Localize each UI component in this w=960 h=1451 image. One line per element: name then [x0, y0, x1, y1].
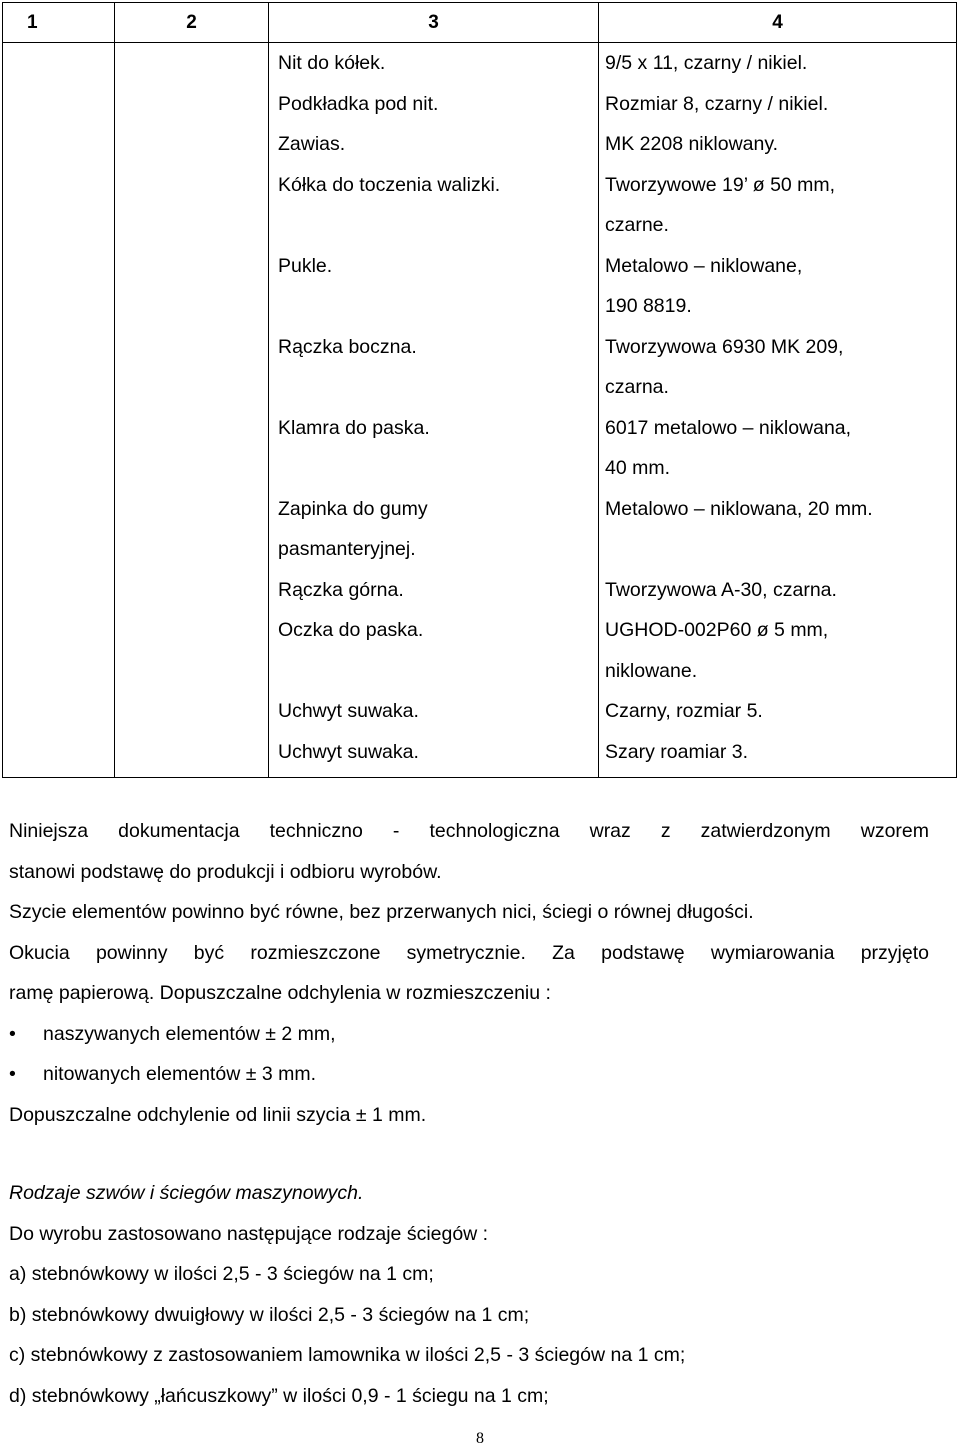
- paragraph-line: stanowi podstawę do produkcji i odbioru wyrobów.: [9, 860, 442, 883]
- component-spec: [599, 529, 956, 570]
- component-name: Nit do kółek.: [278, 52, 386, 74]
- list-item-text: naszywanych elementów ± 2 mm,: [43, 1022, 336, 1045]
- table-cell-col2: [115, 43, 269, 778]
- section-title: Rodzaje szwów i ściegów maszynowych.: [9, 1182, 364, 1204]
- component-spec: Metalowo – niklowana, 20 mm.: [605, 497, 873, 520]
- component-spec: 190 8819.: [605, 295, 692, 317]
- paragraph-line: Niniejsza dokumentacja techniczno - technologiczna wraz z zatwierdzonym wzorem: [9, 820, 929, 842]
- stitch-types-section: [9, 1173, 929, 1416]
- component-spec: 9/5 x 11, czarny / nikiel.: [605, 52, 808, 74]
- component-name: Uchwyt suwaka.: [278, 700, 419, 722]
- list-item-text: nitowanych elementów ± 3 mm.: [43, 1063, 316, 1085]
- list-item: [9, 1014, 929, 1055]
- component-name: [269, 205, 598, 246]
- component-spec: Tworzywowa 6930 MK 209,: [605, 335, 844, 358]
- table-cell-col4: [599, 43, 957, 778]
- table-cell-col3: [269, 43, 599, 778]
- component-spec: MK 2208 niklowany.: [605, 133, 779, 155]
- list-item: [9, 1054, 929, 1095]
- table-header-4: 4: [599, 3, 957, 43]
- component-name: [269, 286, 598, 327]
- list-item: b) stebnówkowy dwuigłowy w ilości 2,5 - 3 ściegów na 1 cm;: [9, 1303, 530, 1326]
- component-name: Uchwyt suwaka.: [278, 740, 419, 763]
- paragraph-line: Okucia powinny być rozmieszczone symetrycznie. Za podstawę wymiarowania przyjęto: [9, 941, 929, 964]
- table-row: [3, 43, 957, 778]
- component-specs-list: [599, 43, 956, 772]
- bullet-icon: •: [9, 1063, 16, 1085]
- component-name: [269, 448, 598, 489]
- components-table: [2, 2, 957, 778]
- component-spec: UGHOD-002P60 ø 5 mm,: [605, 619, 829, 641]
- component-name: Zapinka do gumy: [278, 497, 428, 520]
- list-item: d) stebnówkowy „łańcuszkowy” w ilości 0,9 - 1 ściegu na 1 cm;: [9, 1384, 549, 1407]
- list-item: a) stebnówkowy w ilości 2,5 - 3 ściegów na 1 cm;: [9, 1263, 434, 1285]
- component-spec: Tworzywowe 19’ ø 50 mm,: [605, 173, 836, 196]
- paragraph-line: ramę papierową. Dopuszczalne odchylenia w rozmieszczeniu :: [9, 982, 551, 1004]
- component-name: Podkładka pod nit.: [278, 92, 439, 115]
- component-name: Pukle.: [278, 254, 333, 277]
- table-header-2: 2: [115, 3, 269, 43]
- component-name: Klamra do paska.: [278, 416, 430, 439]
- component-spec: Czarny, rozmiar 5.: [605, 700, 763, 722]
- component-name: pasmanteryjnej.: [278, 538, 416, 560]
- component-name: [269, 651, 598, 692]
- table-header-row: [3, 3, 957, 43]
- page-number: 8: [476, 1430, 484, 1447]
- component-spec: czarne.: [605, 214, 669, 236]
- component-spec: Rozmiar 8, czarny / nikiel.: [605, 92, 829, 115]
- table-header-1: 1: [3, 3, 115, 43]
- component-spec: Szary roamiar 3.: [605, 740, 749, 763]
- bullet-icon: •: [9, 1022, 16, 1045]
- paragraph-line: Dopuszczalne odchylenie od linii szycia ± 1 mm.: [9, 1103, 427, 1126]
- component-spec: 40 mm.: [605, 457, 671, 479]
- section-intro: Do wyrobu zastosowano następujące rodzaje ściegów :: [9, 1222, 489, 1245]
- list-item: c) stebnówkowy z zastosowaniem lamownika w ilości 2,5 - 3 ściegów na 1 cm;: [9, 1344, 686, 1366]
- component-name: Rączka górna.: [278, 578, 404, 601]
- component-name: Rączka boczna.: [278, 335, 417, 358]
- component-spec: Tworzywowa A-30, czarna.: [605, 578, 837, 601]
- component-name: Zawias.: [278, 133, 346, 155]
- component-name: Oczka do paska.: [278, 619, 424, 641]
- component-spec: 6017 metalowo – niklowana,: [605, 416, 852, 439]
- component-spec: Metalowo – niklowane,: [605, 254, 803, 277]
- paragraph-line: Szycie elementów powinno być równe, bez przerwanych nici, ściegi o równej długości.: [9, 901, 754, 923]
- component-name: Kółka do toczenia walizki.: [278, 173, 501, 196]
- table-cell-col1: [3, 43, 115, 778]
- component-names-list: [269, 43, 598, 772]
- component-spec: niklowane.: [605, 659, 698, 682]
- technical-notes: [9, 811, 929, 1135]
- table-header-3: 3: [269, 3, 599, 43]
- component-name: [269, 367, 598, 408]
- component-spec: czarna.: [605, 376, 669, 398]
